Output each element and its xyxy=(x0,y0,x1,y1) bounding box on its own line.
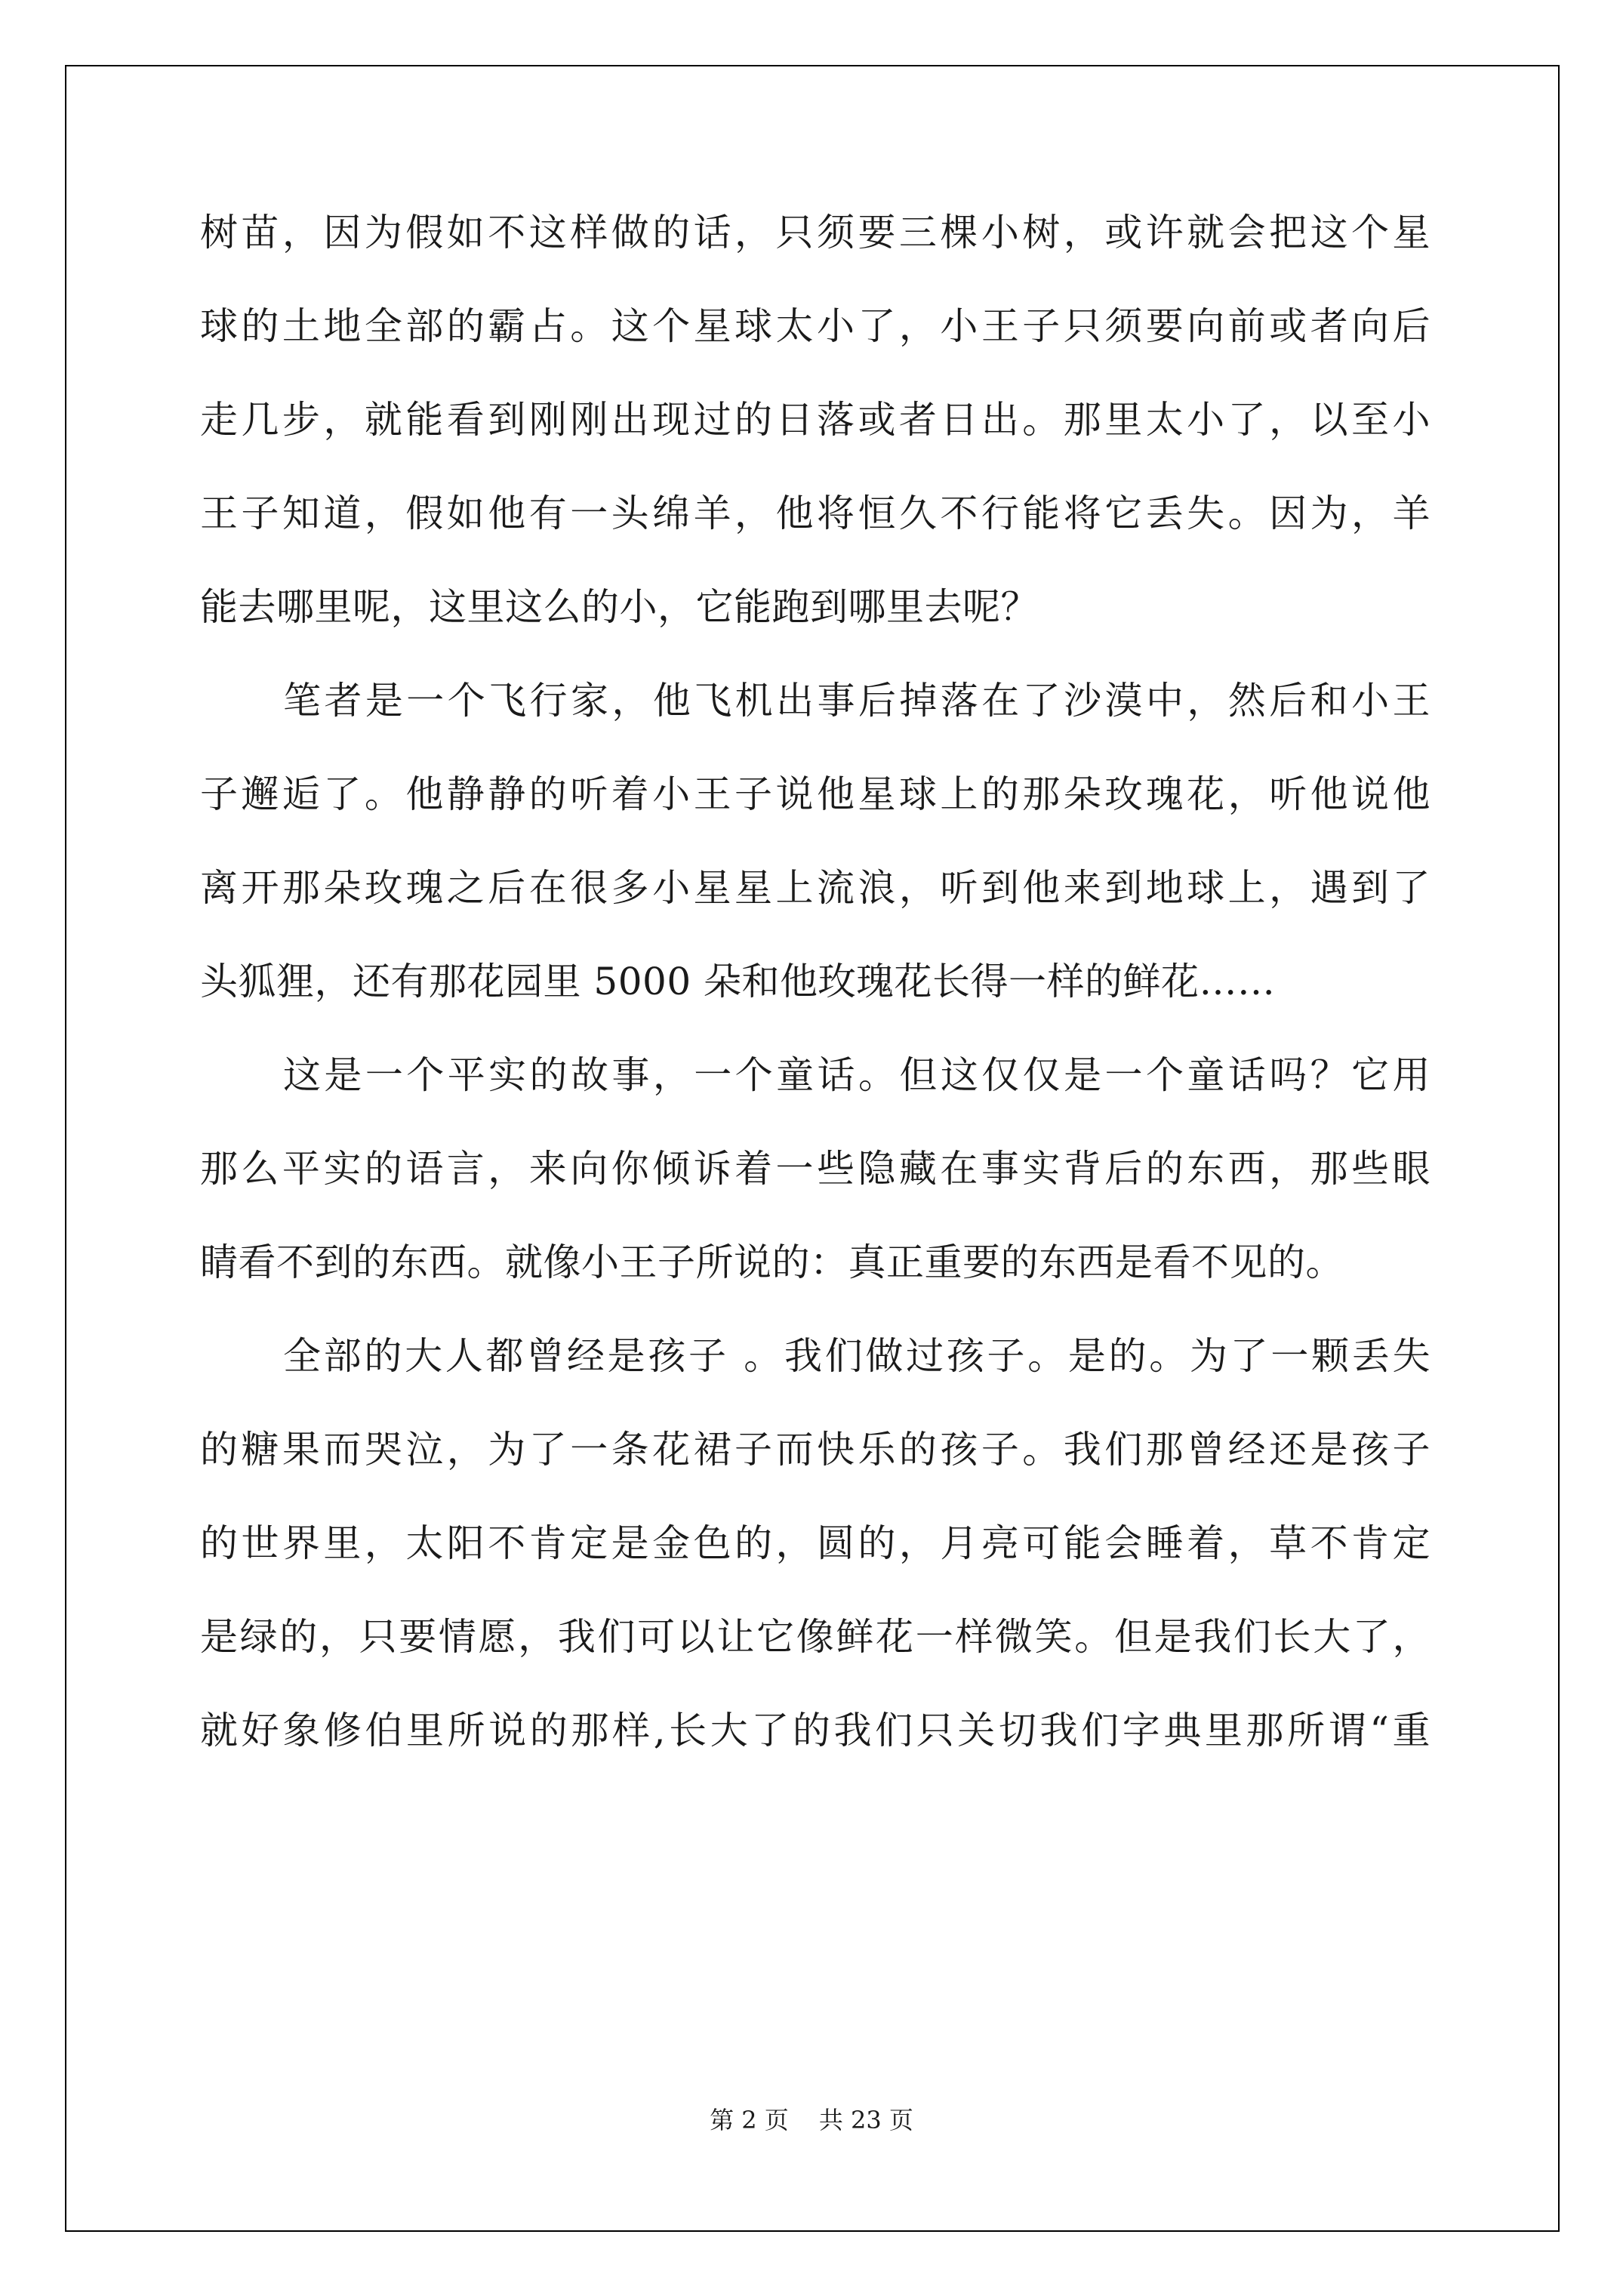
text-line: 王子知道，假如他有一头绵羊，他将恒久不行能将它丢失。因为，羊 xyxy=(200,492,1431,535)
text-line: 离开那朵玫瑰之后在很多小星星上流浪，听到他来到地球上，遇到了 xyxy=(200,866,1431,910)
page-footer xyxy=(0,2105,1623,2135)
page-total: 共 23 页 xyxy=(818,2106,913,2134)
paragraph-first-line: 这是一个平实的故事，一个童话。但这仅仅是一个童话吗？它用 xyxy=(283,1053,1431,1097)
text-line: 球的土地全部的霸占。这个星球太小了，小王子只须要向前或者向后 xyxy=(200,304,1431,348)
text-line: 树苗，因为假如不这样做的话，只须要三棵小树，或许就会把这个星 xyxy=(200,211,1431,254)
text-line: 的糖果而哭泣，为了一条花裙子而快乐的孩子。我们那曾经还是孩子 xyxy=(200,1428,1431,1472)
text-line: 那么平实的语言，来向你倾诉着一些隐藏在事实背后的东西，那些眼 xyxy=(200,1147,1431,1191)
text-line: 子邂逅了。他静静的听着小王子说他星球上的那朵玫瑰花，听他说他 xyxy=(200,772,1431,816)
page-number: 第 2 页 xyxy=(710,2106,789,2134)
text-line: 就好象修伯里所说的那样,长大了的我们只关切我们字典里那所谓“重 xyxy=(200,1709,1431,1752)
text-line: 头狐狸，还有那花园里 5000 朵和他玫瑰花长得一样的鲜花…… xyxy=(200,960,1276,1003)
text-line: 是绿的，只要情愿，我们可以让它像鲜花一样微笑。但是我们长大了， xyxy=(200,1615,1431,1659)
paragraph-first-line: 全部的大人都曾经是孩子 。我们做过孩子。是的。为了一颗丢失 xyxy=(283,1334,1431,1378)
text-line: 走几步，就能看到刚刚出现过的日落或者日出。那里太小了，以至小 xyxy=(200,398,1431,442)
paragraph-first-line: 笔者是一个飞行家，他飞机出事后掉落在了沙漠中，然后和小王 xyxy=(283,679,1431,723)
text-line: 睛看不到的东西。就像小王子所说的：真正重要的东西是看不见的。 xyxy=(200,1240,1344,1284)
text-line: 能去哪里呢，这里这么的小，它能跑到哪里去呢？ xyxy=(200,585,1039,629)
text-line: 的世界里，太阳不肯定是金色的，圆的，月亮可能会睡着，草不肯定 xyxy=(200,1521,1431,1565)
